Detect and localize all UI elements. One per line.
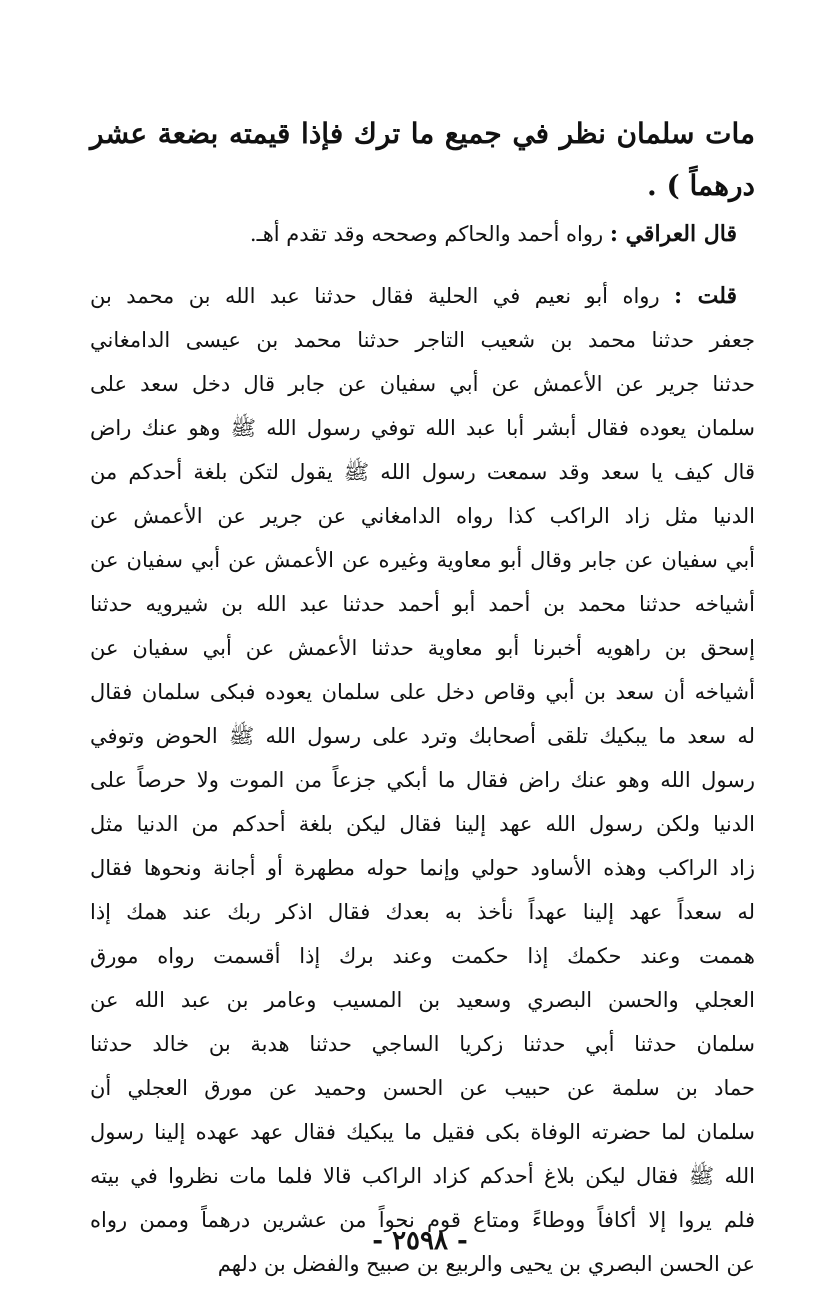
text-line: سلمان يعوده فقال أبشر أبا عبد الله توفي رسول الله ﷺ وهو عنك راض (90, 416, 755, 440)
text-line: حماد بن سلمة عن حبيب عن الحسن وحميد عن مورق العجلي أن (90, 1076, 755, 1100)
text-line: الدنيا مثل زاد الراكب كذا رواه الدامغاني عن جرير عن الأعمش عن (90, 504, 755, 528)
heading-line-1: مات سلمان نظر في جميع ما ترك فإذا قيمته بضعة عشر (90, 117, 755, 150)
text-line: هممت وعند حكمك إذا حكمت وعند برك إذا أقسمت رواه مورق (90, 944, 755, 968)
text-line: عن الحسن البصري بن يحيى والربيع بن صبيح والفضل بن دلهم (217, 1252, 755, 1276)
text-line: حدثنا جرير عن الأعمش عن أبي سفيان عن جابر قال دخل سعد على (90, 372, 755, 396)
text-line: له سعداً عهد إلينا عهداً نأخذ به بعدك فقال اذكر ربك عند همك إذا (90, 900, 755, 924)
text-line: إسحق بن راهويه أخبرنا أبو معاوية حدثنا الأعمش عن أبي سفيان عن (90, 636, 755, 660)
text-line: أشياخه أن سعد بن أبي وقاص دخل على سلمان يعوده فبكى سلمان فقال (90, 680, 755, 704)
document-page (90, 108, 755, 1276)
iraqi-text: رواه أحمد والحاكم وصححه وقد تقدم أهـ. (249, 222, 604, 246)
text-line: الله ﷺ فقال ليكن بلاغ أحدكم كزاد الراكب قالا فلما مات نظروا في بيته (90, 1164, 755, 1188)
text-line: سلمان لما حضرته الوفاة بكى فقيل ما يبكيك فقال عهد عهده إلينا رسول (90, 1120, 755, 1144)
body-text (90, 318, 755, 1286)
text-line: قال كيف يا سعد وقد سمعت رسول الله ﷺ يقول لتكن بلغة أحدكم من (90, 460, 755, 484)
text-line: رسول الله وهو عنك راض فقال ما أبكي جزعاً من الموت ولا حرصاً على (90, 768, 755, 792)
qultu-lead: قلت : (674, 283, 737, 309)
qultu-first-text: رواه أبو نعيم في الحلية فقال حدثنا عبد الله بن محمد بن (90, 284, 660, 308)
text-line: فلم يروا إلا أكافاً ووطاءً ومتاع قوم نحواً من عشرين درهماً وممن رواه (90, 1208, 755, 1232)
iraqi-paragraph (90, 212, 755, 256)
text-line: له سعد ما يبكيك تلقى أصحابك وترد على رسول الله ﷺ الحوض وتوفي (90, 724, 755, 748)
page-number: - ٢٥٩٨ - (372, 1226, 468, 1256)
text-line: زاد الراكب وهذه الأساود حولي وإنما حوله مطهرة أو أجانة ونحوها فقال (90, 856, 755, 880)
qultu-first-line (90, 274, 755, 318)
iraqi-lead: قال العراقي : (609, 221, 737, 247)
text-line: أشياخه حدثنا محمد بن أحمد أبو أحمد حدثنا عبد الله بن شيرويه حدثنا (90, 592, 755, 616)
text-line: سلمان حدثنا أبي حدثنا زكريا الساجي حدثنا هدبة بن خالد حدثنا (90, 1032, 755, 1056)
heading-line-2: درهماً ) . (647, 169, 755, 202)
paragraph-gap (90, 256, 755, 274)
text-line: الدنيا ولكن رسول الله عهد إلينا فقال ليكن بلغة أحدكم من الدنيا مثل (90, 812, 755, 836)
text-line: العجلي والحسن البصري وسعيد بن المسيب وعامر بن عبد الله عن (90, 988, 755, 1012)
text-line: جعفر حدثنا محمد بن شعيب التاجر حدثنا محمد بن عيسى الدامغاني (90, 328, 755, 352)
text-line: أبي سفيان عن جابر وقال أبو معاوية وغيره عن الأعمش عن أبي سفيان عن (90, 548, 755, 572)
